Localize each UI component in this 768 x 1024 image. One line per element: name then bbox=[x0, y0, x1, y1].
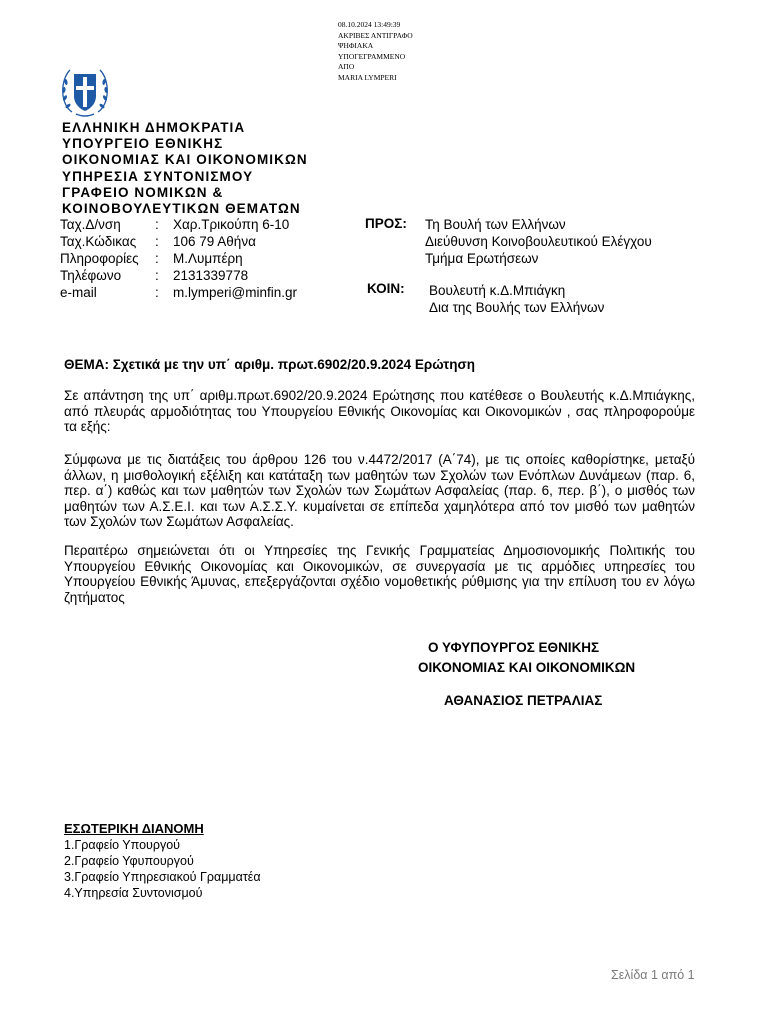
contact-row: Ταχ.Κώδικας : 106 79 Αθήνα bbox=[60, 234, 256, 249]
list-item: 3.Γραφείο Υπηρεσιακού Γραμματέα bbox=[64, 870, 261, 884]
cc-address bbox=[429, 282, 604, 316]
ministry-line: ΓΡΑΦΕΙΟ ΝΟΜΙΚΩΝ & bbox=[62, 184, 224, 200]
cc-line: Βουλευτή κ.Δ.Μπιάγκη bbox=[429, 283, 566, 298]
ministry-line: ΚΟΙΝΟΒΟΥΛΕΥΤΙΚΩΝ ΘΕΜΑΤΩΝ bbox=[62, 201, 301, 217]
contact-value: 106 79 Αθήνα bbox=[173, 234, 256, 249]
contact-value: Χαρ.Τρικούπη 6-10 bbox=[173, 217, 290, 232]
list-item: 1.Γραφείο Υπουργού bbox=[64, 838, 181, 852]
stamp-line: ΑΚΡΙΒΕΣ ΑΝΤΙΓΡΑΦΟ bbox=[338, 30, 413, 40]
recipient-line: Τη Βουλή των Ελλήνων bbox=[425, 217, 566, 232]
cc-line: Δια της Βουλής των Ελλήνων bbox=[429, 300, 605, 315]
contact-value: Μ.Λυμπέρη bbox=[173, 251, 243, 266]
body-paragraph: Σε απάντηση της υπ΄ αριθμ.πρωτ.6902/20.9.2024 Ερώτησης που κατέθεσε ο Βουλευτής κ.Δ.Μπιάγκης, από πλευράς αρμοδιότητας του Υπουργείου Εθνικής Οικονομίας και Οικονομικών , σας πληροφορούμε τα εξής: bbox=[64, 388, 695, 435]
ministry-line: ΕΛΛΗΝΙΚΗ ΔΗΜΟΚΡΑΤΙΑ bbox=[62, 120, 246, 135]
stamp-line: ΑΠΟ bbox=[338, 62, 355, 71]
contact-label: Πληροφορίες bbox=[60, 251, 139, 266]
cc-label: ΚΟΙΝ: bbox=[367, 281, 405, 296]
stamp-line: ΨΗΦΙΑΚΑ bbox=[338, 41, 374, 50]
ministry-line: ΥΠΟΥΡΓΕΙΟ ΕΘΝΙΚΗΣ bbox=[62, 136, 224, 152]
stamp-line: ΥΠΟΓΕΓΡΑΜΜΕΝΟ bbox=[338, 51, 406, 61]
signature-title: Ο ΥΦΥΠΟΥΡΓΟΣ ΕΘΝΙΚΗΣ bbox=[428, 640, 600, 655]
recipient-line: Διεύθυνση Κοινοβουλευτικού Ελέγχου bbox=[425, 234, 652, 249]
list-item: 2.Γραφείο Υφυπουργού bbox=[64, 854, 194, 868]
contact-label: Τηλέφωνο bbox=[60, 268, 122, 283]
digital-signature-stamp bbox=[338, 20, 413, 83]
contact-label: e-mail bbox=[60, 285, 97, 300]
contact-label: Ταχ.Κώδικας bbox=[60, 234, 137, 249]
stamp-line: 08.10.2024 13:49:39 bbox=[338, 20, 401, 29]
recipient-address bbox=[425, 216, 652, 267]
signatory-name: ΑΘΑΝΑΣΙΟΣ ΠΕΤΡΑΛΙΑΣ bbox=[444, 693, 603, 708]
distribution-list bbox=[64, 837, 261, 901]
contact-details bbox=[60, 216, 297, 301]
contact-label: Ταχ.Δ/νση bbox=[60, 217, 121, 232]
contact-row: Ταχ.Δ/νση : Χαρ.Τρικούπη 6-10 bbox=[60, 217, 290, 232]
recipient-line: Τμήμα Ερωτήσεων bbox=[425, 251, 539, 266]
contact-email: m.lymperi@minfin.gr bbox=[173, 285, 297, 300]
list-item: 4.Υπηρεσία Συντονισμού bbox=[64, 886, 203, 900]
contact-row: e-mail : m.lymperi@minfin.gr bbox=[60, 285, 297, 300]
contact-row: Πληροφορίες : Μ.Λυμπέρη bbox=[60, 251, 243, 266]
ministry-header bbox=[62, 120, 308, 217]
stamp-line: MARIA LYMPERI bbox=[338, 72, 397, 82]
recipient-label: ΠΡΟΣ: bbox=[365, 216, 407, 231]
contact-row: Τηλέφωνο : 2131339778 bbox=[60, 268, 249, 283]
body-paragraph: Περαιτέρω σημειώνεται ότι οι Υπηρεσίες της Γενικής Γραμματείας Δημοσιονομικής Πολιτικής του Υπουργείου Εθνικής Οικονομίας και Οικονομικών, σε συνεργασία με τις αρμόδιες υπηρεσίες του Υπουργείου Εθνικής Άμυνας, επεξεργάζονται σχέδιο νομοθετικής ρύθμισης για την επίλυση του εν λόγω ζητήματος bbox=[64, 543, 695, 605]
contact-value: 2131339778 bbox=[173, 268, 249, 283]
ministry-line: ΟΙΚΟΝΟΜΙΑΣ ΚΑΙ ΟΙΚΟΝΟΜΙΚΩΝ bbox=[62, 152, 308, 168]
distribution-title: ΕΣΩΤΕΡΙΚΗ ΔΙΑΝΟΜΗ bbox=[64, 821, 204, 836]
page-number: Σελίδα 1 από 1 bbox=[611, 968, 695, 982]
signature-title: ΟΙΚΟΝΟΜΙΑΣ ΚΑΙ ΟΙΚΟΝΟΜΙΚΩΝ bbox=[418, 660, 636, 675]
subject-line: ΘΕΜΑ: Σχετικά με την υπ΄ αριθμ. πρωτ.6902/20.9.2024 Ερώτηση bbox=[64, 357, 475, 372]
ministry-line: ΥΠΗΡΕΣΙΑ ΣΥΝΤΟΝΙΣΜΟΥ bbox=[62, 168, 254, 184]
greek-coat-of-arms-icon bbox=[58, 62, 112, 118]
body-paragraph: Σύμφωνα με τις διατάξεις του άρθρου 126 του ν.4472/2017 (Α΄74), με τις οποίες καθορίστηκε, μεταξύ άλλων, η μισθολογική εξέλιξη και κατάταξη των μαθητών των Σχολών των Ενόπλων Δυνάμεων (παρ. 6, περ. α΄) καθώς και των μαθητών των Σχολών των Σωμάτων Ασφαλείας (παρ. 6, περ. β΄), ο μισθός των μαθητών των Α.Σ.Ε.Ι. και των Α.Σ.Σ.Υ. κυμαίνεται σε επίπεδα χαμηλότερα από τον μισθό των μαθητών των Σχολών των Σωμάτων Ασφαλείας. bbox=[64, 452, 695, 530]
